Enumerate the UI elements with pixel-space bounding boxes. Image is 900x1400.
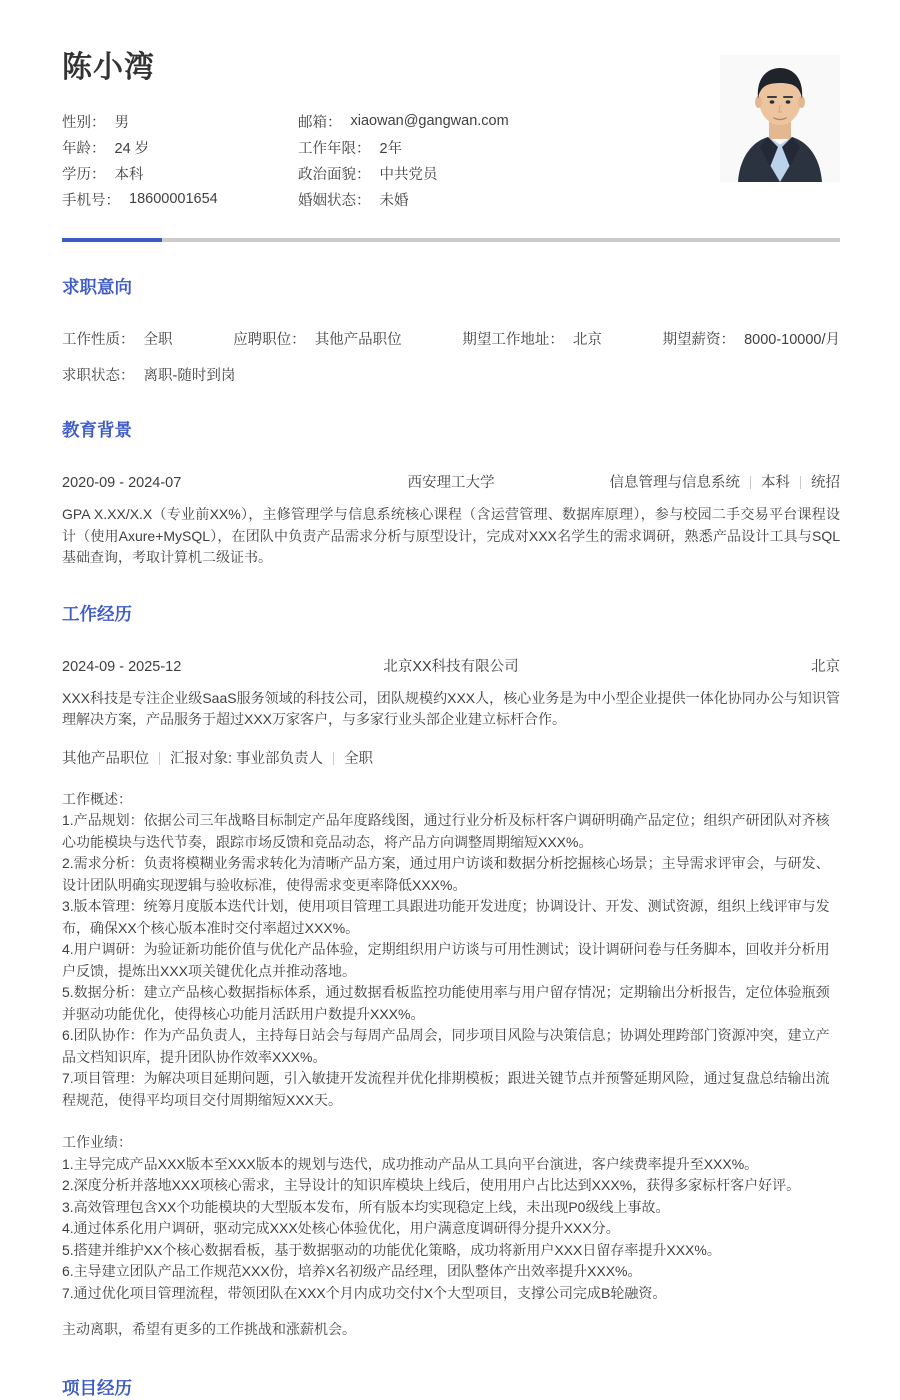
education-enrollment: 统招 bbox=[811, 475, 840, 491]
divider-accent-segment bbox=[62, 238, 162, 242]
field-label: 邮箱： bbox=[298, 114, 342, 131]
field-value: 8000-10000/月 bbox=[744, 332, 840, 348]
field-value: 男 bbox=[114, 114, 129, 131]
work-achievement-item: 5.搭建并维护XX个核心数据看板，基于数据驱动的功能优化策略，成功将新用户XXX日留存率提升XXX%。 bbox=[62, 1241, 721, 1258]
work-achievement-item: 1.主导完成产品XXX版本至XXX版本的规划与迭代，成功推动产品从工具向平台演进，客户续费率提升至XXX%。 bbox=[62, 1155, 759, 1172]
field-value: 离职-随时到岗 bbox=[143, 368, 236, 384]
education-meta-row bbox=[62, 471, 840, 492]
education-description: GPA X.XX/X.X（专业前XX%），主修管理学与信息系统核心课程（含运营管理、数据库原理），参与校园二手交易平台课程设计（使用Axure+MySQL），在团队中负责产品需求分析与原型设计，完成对XXX名学生的需求调研，熟悉产品设计工具与SQL基础查询，考取计算机二级证书。 bbox=[62, 506, 840, 565]
profile-photo-illustration bbox=[720, 55, 840, 182]
field-label: 学历： bbox=[62, 166, 106, 183]
field-label: 应聘职位： bbox=[233, 332, 306, 348]
leave-reason: 主动离职，希望有更多的工作挑战和涨薪机会。 bbox=[62, 1321, 356, 1337]
profile-photo bbox=[720, 55, 840, 182]
candidate-name: 陈小湾 bbox=[62, 51, 155, 84]
section-title-education: 教育背景 bbox=[62, 420, 132, 440]
education-period: 2020-09 - 2024-07 bbox=[62, 475, 182, 491]
field-value: 中共党员 bbox=[379, 166, 438, 183]
work-achievements-block bbox=[62, 1132, 840, 1304]
section-title-projects: 项目经历 bbox=[62, 1377, 132, 1398]
section-title-job-intent: 求职意向 bbox=[62, 277, 132, 297]
work-meta-row bbox=[62, 655, 840, 676]
work-overview-item: 1.产品规划：依据公司三年战略目标制定产品年度路线图，通过行业分析及标杆客户调研明确产品定位；组织产研团队对齐核心功能模块与迭代节奏，跟踪市场反馈和竞品动态，将产品方向调整周期缩短XXX%。 bbox=[62, 812, 830, 850]
work-location: 北京 bbox=[811, 658, 840, 675]
education-school: 西安理工大学 bbox=[407, 475, 495, 491]
field-label: 期望工作地址： bbox=[462, 332, 564, 348]
divider-gray-segment bbox=[162, 238, 840, 242]
field-label: 手机号： bbox=[62, 192, 120, 209]
field-political-status bbox=[298, 160, 720, 186]
basic-info-grid bbox=[62, 108, 720, 212]
work-achievement-item: 4.通过体系化用户调研，驱动完成XXX处核心体验优化，用户满意度调研得分提升XXX分。 bbox=[62, 1220, 620, 1236]
field-job-nature bbox=[62, 328, 173, 349]
work-position: 其他产品职位 bbox=[62, 750, 149, 767]
field-marital-status bbox=[298, 186, 720, 212]
field-label: 政治面貌： bbox=[298, 166, 371, 183]
field-value: 24 岁 bbox=[114, 140, 150, 157]
work-achievements-title: 工作业绩： bbox=[62, 1134, 132, 1150]
field-label: 期望薪资： bbox=[662, 332, 736, 348]
work-achievement-item: 2.深度分析并落地XXX项核心需求，主导设计的知识库模块上线后，使用用户占比达到XXX%，获得多家标杆客户好评。 bbox=[62, 1177, 801, 1193]
field-label: 性别： bbox=[62, 114, 106, 131]
separator bbox=[800, 476, 801, 489]
field-value: 全职 bbox=[143, 332, 173, 348]
field-value: 未婚 bbox=[379, 192, 409, 209]
field-value: xiaowan@gangwan.com bbox=[350, 113, 509, 129]
work-overview-title: 工作概述： bbox=[62, 790, 132, 807]
field-value: 本科 bbox=[114, 166, 144, 183]
header-divider bbox=[62, 238, 840, 242]
field-phone bbox=[62, 186, 298, 212]
field-label: 求职状态： bbox=[62, 368, 135, 384]
work-achievement-item: 7.通过优化项目管理流程，带领团队在XXX个月内成功交付X个大型项目，支撑公司完成B轮融资。 bbox=[62, 1284, 667, 1301]
field-age bbox=[62, 134, 298, 160]
work-period: 2024-09 - 2025-12 bbox=[62, 658, 182, 675]
field-label: 年龄： bbox=[62, 140, 106, 157]
work-overview-item: 6.团队协作：作为产品负责人，主持每日站会与每周产品周会，同步项目风险与决策信息；协调处理跨部门资源冲突，建立产品文档知识库，提升团队协作效率XXX%。 bbox=[62, 1027, 830, 1065]
work-overview-item: 3.版本管理：统筹月度版本迭代计划，使用项目管理工具跟进功能开发进度；协调设计、开发、测试资源，组织上线评审与发布，确保XX个核心版本准时交付率超过XXX%。 bbox=[62, 898, 830, 936]
field-target-position bbox=[233, 328, 402, 349]
field-label: 工作年限： bbox=[298, 140, 371, 157]
company-intro: XXX科技是专注企业级SaaS服务领域的科技公司，团队规模约XXX人，核心业务是为中小型企业提供一体化协同办公与知识管理解决方案，产品服务于超过XXX万家客户，与多家行业头部企业建立标杆合作。 bbox=[62, 689, 840, 727]
field-gender bbox=[62, 108, 298, 134]
resume-header bbox=[62, 42, 840, 212]
work-company: 北京XX科技有限公司 bbox=[383, 658, 519, 675]
education-major: 信息管理与信息系统 bbox=[609, 475, 740, 491]
work-position-row bbox=[62, 747, 840, 768]
job-intent-row-1 bbox=[62, 328, 840, 349]
work-achievement-item: 3.高效管理包含XX个功能模块的大型版本发布，所有版本均实现稳定上线，未出现P0级线上事故。 bbox=[62, 1198, 670, 1215]
header-left bbox=[62, 42, 720, 212]
work-report-to: 汇报对象: 事业部负责人 bbox=[170, 750, 324, 767]
field-expected-location bbox=[462, 328, 602, 349]
education-major-degree bbox=[495, 471, 841, 492]
education-degree: 本科 bbox=[761, 475, 790, 491]
work-overview-item: 7.项目管理：为解决项目延期问题，引入敏捷开发流程并优化排期模板；跟进关键节点并预警延期风险，通过复盘总结输出流程规范，使得平均项目交付周期缩短XXX天。 bbox=[62, 1070, 830, 1108]
separator bbox=[333, 752, 334, 765]
field-value: 18600001654 bbox=[129, 191, 218, 207]
work-job-type: 全职 bbox=[344, 750, 374, 767]
separator bbox=[750, 476, 751, 489]
field-value: 其他产品职位 bbox=[314, 332, 402, 348]
field-email bbox=[298, 108, 720, 134]
field-work-years bbox=[298, 134, 720, 160]
field-label: 婚姻状态： bbox=[298, 192, 371, 209]
separator bbox=[159, 752, 160, 765]
section-title-work: 工作经历 bbox=[62, 603, 132, 624]
field-label: 工作性质： bbox=[62, 332, 135, 348]
field-value: 2年 bbox=[379, 140, 403, 157]
field-expected-salary bbox=[663, 328, 840, 349]
work-overview-item: 2.需求分析：负责将模糊业务需求转化为清晰产品方案，通过用户访谈和数据分析挖掘核心场景；主导需求评审会，与研发、设计团队明确实现逻辑与验收标准，使得需求变更率降低XXX%。 bbox=[62, 855, 830, 893]
field-value: 北京 bbox=[572, 332, 602, 348]
field-education bbox=[62, 160, 298, 186]
field-job-status bbox=[62, 364, 840, 385]
work-overview-item: 4.用户调研：为验证新功能价值与优化产品体验，定期组织用户访谈与可用性测试；设计调研问卷与任务脚本，回收并分析用户反馈，提炼出XXX项关键优化点并推动落地。 bbox=[62, 941, 830, 979]
work-overview-block bbox=[62, 789, 840, 1112]
work-achievement-item: 6.主导建立团队产品工作规范XXX份，培养X名初级产品经理，团队整体产出效率提升XXX%。 bbox=[62, 1263, 642, 1279]
work-overview-item: 5.数据分析：建立产品核心数据指标体系，通过数据看板监控功能使用率与用户留存情况；定期输出分析报告，定位体验瓶颈并驱动功能优化，使得核心功能月活跃用户数提升XXX%。 bbox=[62, 984, 830, 1022]
